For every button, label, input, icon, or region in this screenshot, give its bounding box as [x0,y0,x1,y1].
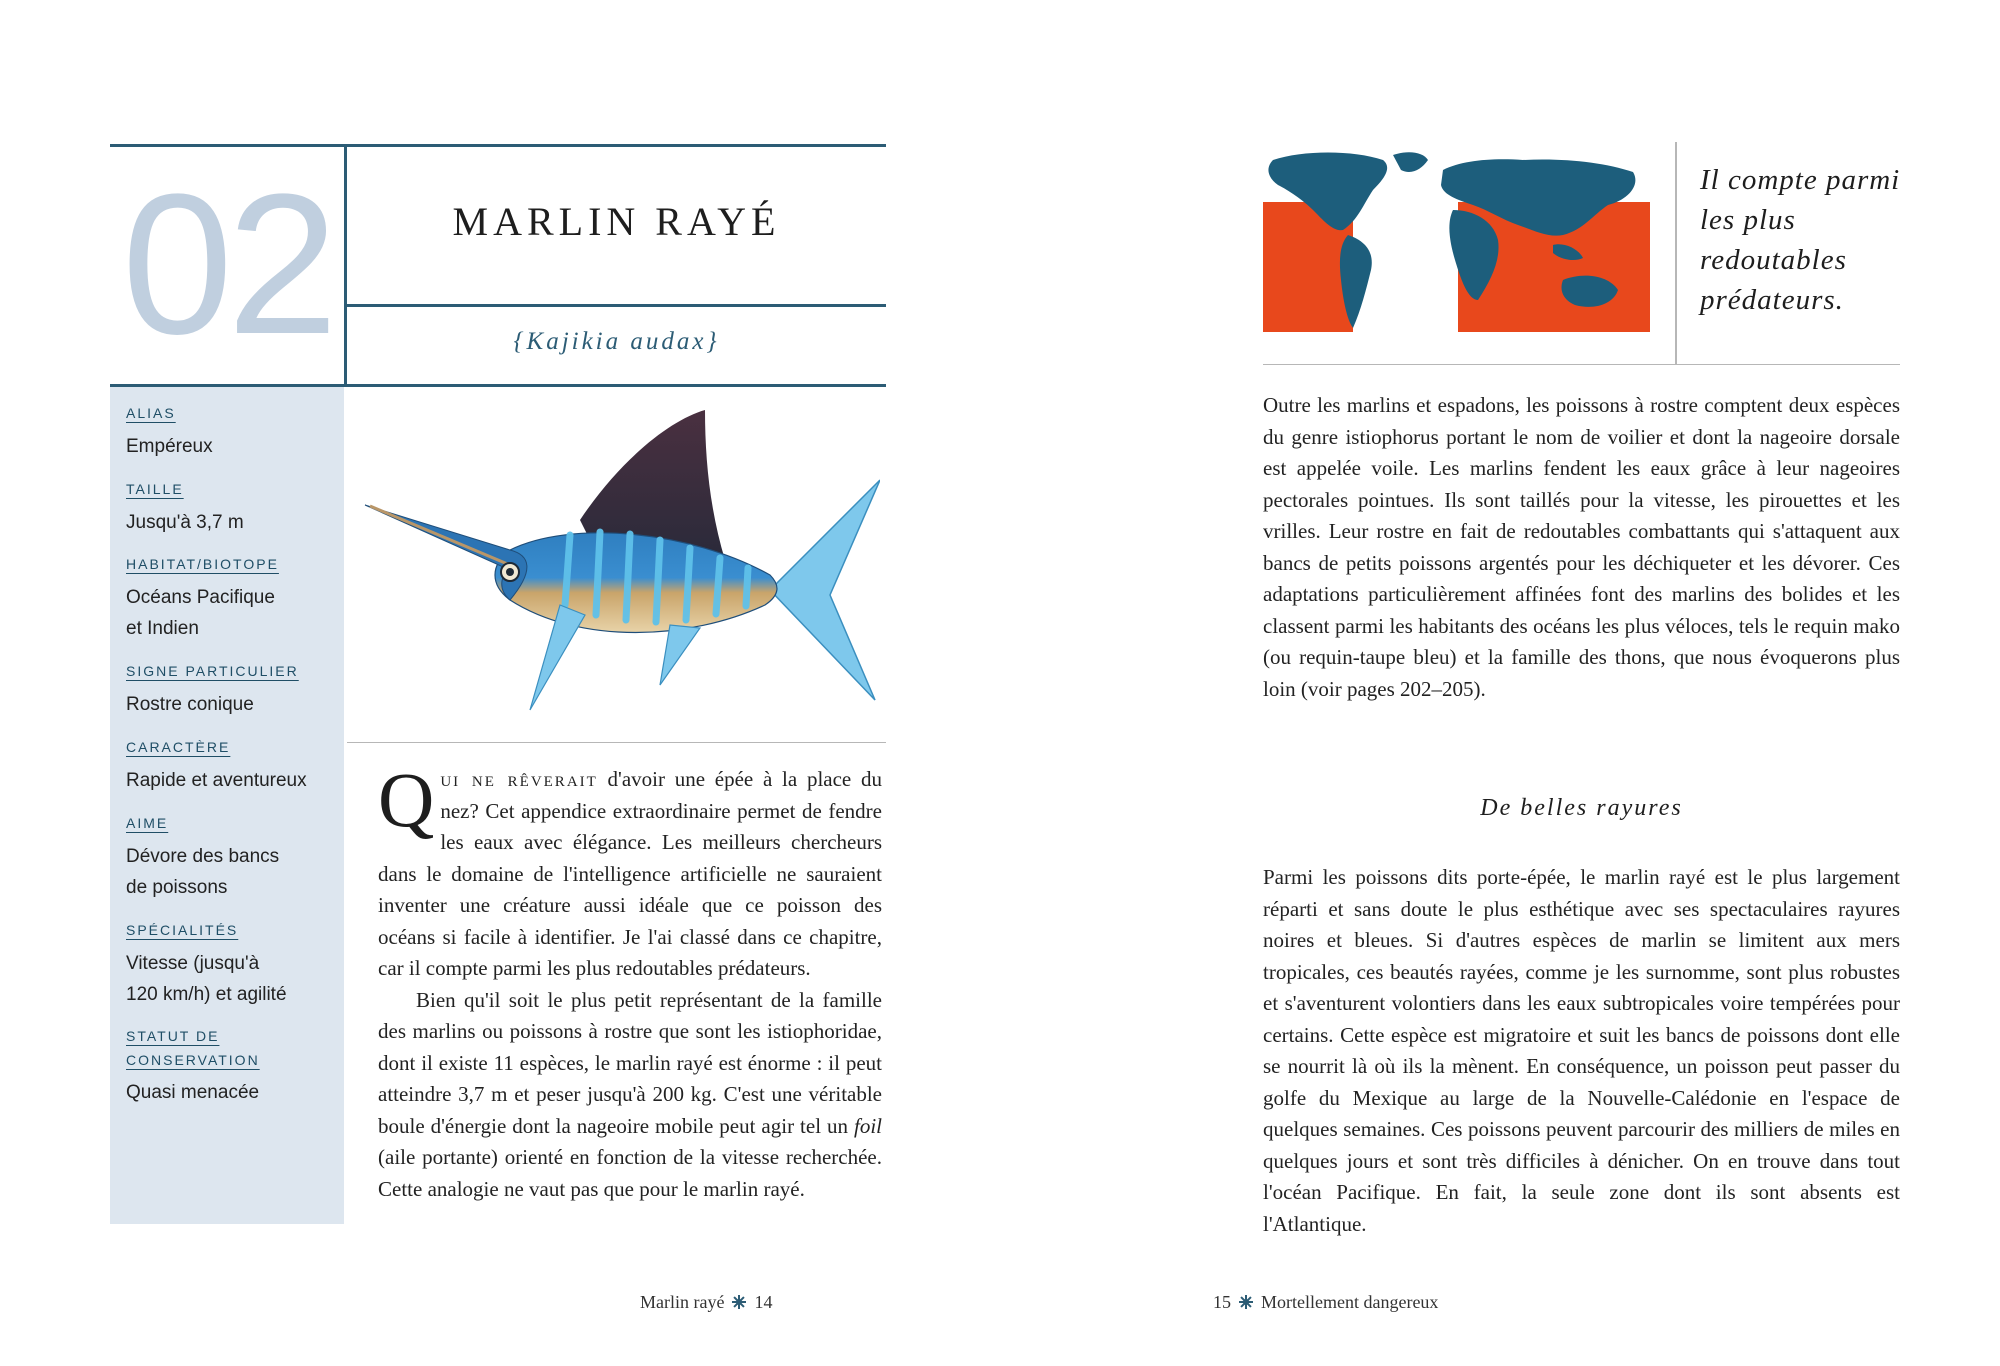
body-text-left [378,756,882,1205]
fact-value-character: Rapide et aventureux [126,770,307,791]
body-text-right-1: Outre les marlins et espadons, les poissons à rostre comptent deux espèces du genre istiophorus portant le nom de voilier et dont la nageoire dorsale est appelée voile. Les marlins fendent les eaux grâce à leur nageoires pectorales pointues. Ils sont taillés pour la vitesse, les pirouettes et les vrilles. Leur rostre en fait de redoutables combattants qui s'attaquent aux bancs de petits poissons argentés pour les déchiqueter et les dévorer. Ces adaptations particulièrement affinées font des marlins des bolides et les classent parmi les habitants des océans les plus véloces, tels le requin mako (ou requin-taupe bleu) et la famille des thons, que nous évoquerons plus loin (voir pages 202–205). [1263,393,1900,701]
fact-value-likes-line1: Dévore des bancs [126,846,280,867]
fact-value-status: Quasi menacée [126,1082,260,1103]
paragraph-2-text-b: (aile portante) orienté en fonction de la vitesse recherchée. Cette analogie ne vaut pas que pour le marlin rayé. [378,1145,882,1201]
page-number-right: 15 [1213,1292,1231,1312]
fact-value-likes-line2: de poissons [126,877,228,898]
right-page [1000,0,2000,1366]
footer-title-right: Mortellement dangereux [1261,1292,1439,1312]
fact-label-status-line1: STATUT DE [126,1028,220,1044]
drop-cap: Q [378,756,435,843]
fact-label-specialties: SPÉCIALITÉS [126,922,239,938]
lead-smallcaps: ui ne rêverait [440,767,598,791]
paragraph-2-text-a: Bien qu'il soit le plus petit représentant de la famille des marlins ou poissons à rostre que sont les istiophoridae, dont il existe 11 espèces, le marlin rayé est énorme : il peut atteindre 3,7 m et peser jusqu'à 200 kg. C'est une véritable boule d'énergie dont la nageoire mobile peut agir tel un [378,987,882,1138]
latin-name: {Kajikia audax} [513,328,720,355]
striped-marlin-illustration [360,400,880,730]
fact-value-alias: Empéreux [126,436,213,457]
pull-quote: Il compte parmi les plus redoutables prédateurs. [1700,164,1901,316]
paragraph-2 [378,985,882,1206]
star-ornament-icon [732,1295,746,1309]
fact-value-specialties-line2: 120 km/h) et agilité [126,984,287,1005]
map-rule-horizontal [1263,364,1900,365]
fact-value-size: Jusqu'à 3,7 m [126,512,244,533]
star-ornament-icon [1239,1295,1253,1309]
fact-sidebar [110,387,344,1224]
paragraph-1 [378,756,882,985]
world-distribution-map [1263,150,1650,335]
paragraph-1-text: d'avoir une épée à la place du nez? Cet appendice extraordinaire permet de fendre les eaux avec élégance. Les meilleurs chercheurs dans le domaine de l'intelligence artificielle ne sauraient inventer une créature aussi idéale que ce poisson des océans si facile à identifier. Je l'ai classé dans ce chapitre, car il compte parmi les plus redoutables prédateurs. [378,767,882,980]
header-rule-middle [347,304,886,307]
map-rule-vertical [1675,142,1677,364]
footer-right [1213,1292,1438,1313]
fact-label-likes: AIME [126,815,169,831]
fact-value-specialties-line1: Vitesse (jusqu'à [126,953,260,974]
chapter-number: 02 [121,153,333,376]
species-title: MARLIN RAYÉ [452,199,781,244]
page-number-left: 14 [754,1292,773,1312]
fact-label-habitat: HABITAT/BIOTOPE [126,556,279,572]
fact-value-habitat-line2: et Indien [126,618,199,639]
fact-label-alias: ALIAS [126,405,176,421]
fact-label-size: TAILLE [126,481,184,497]
fact-label-character: CARACTÈRE [126,739,231,755]
footer-title-left: Marlin rayé [640,1292,725,1312]
footer-left [640,1292,772,1313]
body-text-right-2: Parmi les poissons dits porte-épée, le marlin rayé est le plus largement réparti et sans doute le plus esthétique avec ses spectaculaires rayures noires et bleues. Si d'autres espèces de marlin se limitent aux mers tropicales, ces beautés rayées, comme je les surnomme, sont plus robustes et s'aventurent volontiers dans les eaux subtropicales voire tempérées pour certains. Cette espèce est migratoire et suit les bancs de poissons dont elle se nourrit là où ils la mènent. En conséquence, un poisson peut passer du golfe du Mexique au large de la Nouvelle-Calédonie en l'espace de quelques semaines. Ces poissons peuvent parcourir des milliers de miles en quelques jours et sont très difficiles à dénicher. On en trouve dans tout l'océan Pacifique. En fait, la seule zone dont ils sont absents est l'Atlantique. [1263,865,1900,1236]
foil-italic: foil [853,1113,882,1138]
header-rule-top [110,144,886,147]
text-rule-left [347,742,886,743]
fact-value-feature: Rostre conique [126,694,254,715]
fact-value-habitat-line1: Océans Pacifique [126,587,275,608]
subheading: De belles rayures [1480,795,1683,821]
fact-label-feature: SIGNE PARTICULIER [126,663,299,679]
fact-label-status-line2: CONSERVATION [126,1052,260,1068]
